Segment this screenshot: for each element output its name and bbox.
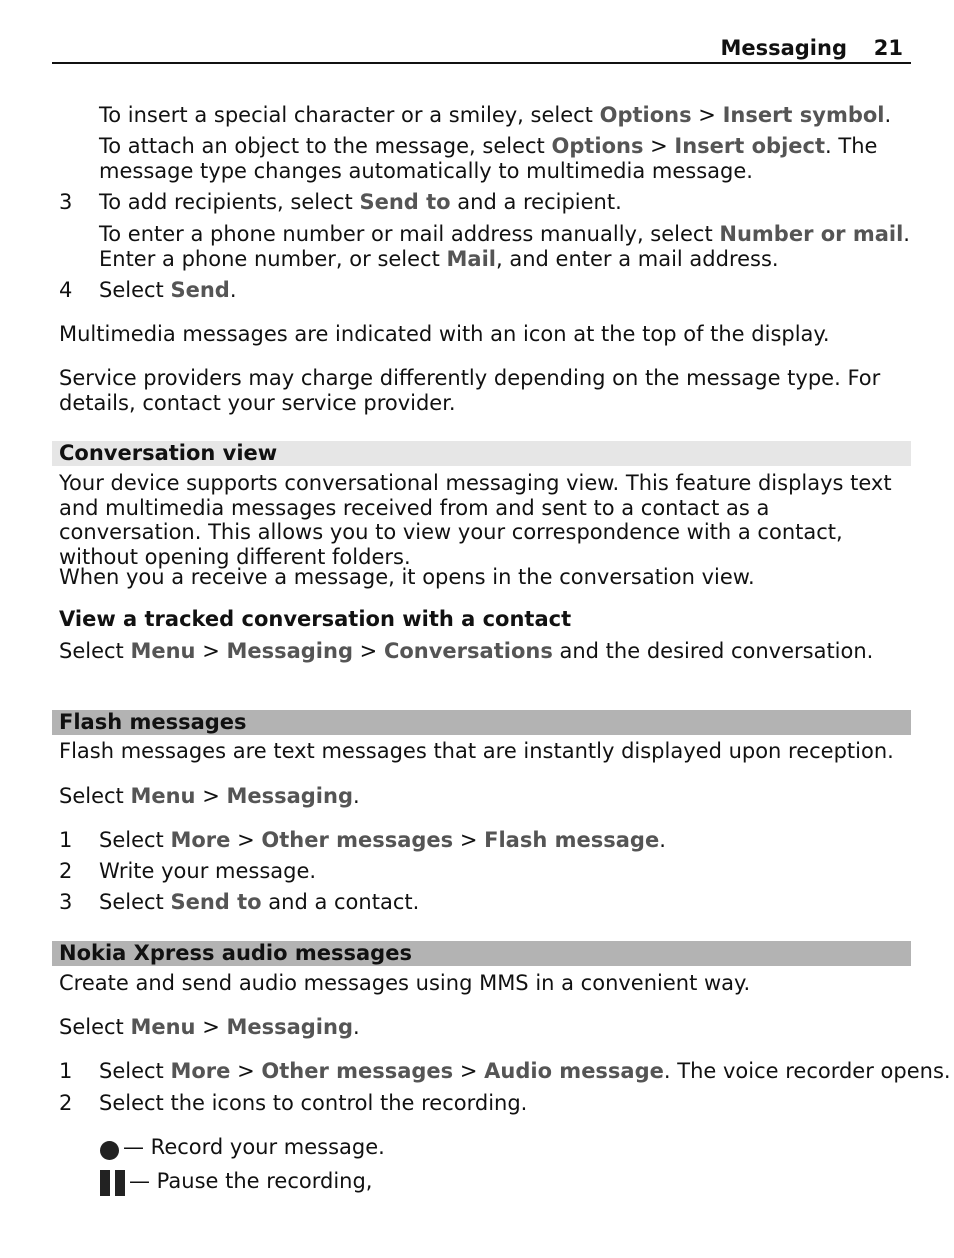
ui-term-options: Options [599,103,692,127]
menu-separator: > [643,134,675,158]
paragraph: Multimedia messages are indicated with an icon at the top of the display. [59,322,830,346]
step-number: 2 [59,859,73,883]
ui-term-insert-object: Insert object [674,134,826,158]
text: To add recipients, select [99,190,360,214]
menu-separator: > [230,828,262,852]
ui-term-flash-message: Flash message [484,828,660,852]
text: Select [99,1059,171,1083]
insert-object-paragraph [99,134,911,183]
menu-separator: > [195,784,227,808]
ui-term-mail: Mail [446,246,496,271]
record-description: — Record your message. [123,1135,385,1159]
select-conversations-line [59,639,873,664]
ui-term-insert-symbol: Insert symbol [722,103,885,127]
list-item [99,828,666,853]
ui-term-messaging: Messaging [226,784,353,808]
paragraph: Service providers may charge differently depending on the message type. For details, contact your service provider. [59,366,881,415]
ui-term-conversations: Conversations [383,639,553,663]
page-number: 21 [873,36,903,60]
paragraph: Create and send audio messages using MMS in a convenient way. [59,971,751,995]
ui-term-other-messages: Other messages [261,828,454,852]
insert-symbol-line [99,103,891,128]
step-number: 1 [59,1059,73,1083]
ui-term-send: Send [170,278,230,302]
list-item: Select the icons to control the recording. [99,1091,528,1115]
paragraph: When you a receive a message, it opens in the conversation view. [59,565,755,589]
ui-term-menu: Menu [130,1015,196,1039]
text: . Enter a phone number, or select [99,222,910,271]
select-messaging-line [59,784,360,809]
section-heading-conversation-view: Conversation view [52,441,911,466]
text: . [353,784,360,808]
ui-term-menu: Menu [130,639,196,663]
ui-term-messaging: Messaging [226,1015,353,1039]
menu-separator: > [353,639,384,663]
text: and the desired conversation. [552,639,874,663]
text: Select [59,639,131,663]
list-item [99,890,419,915]
pause-description: — Pause the recording, [129,1169,373,1193]
text: Select [59,1015,131,1039]
menu-separator: > [453,828,485,852]
ui-term-options: Options [551,134,644,158]
menu-separator: > [453,1059,485,1083]
list-item [99,1059,951,1084]
pause-icon [100,1170,125,1196]
text: . [353,1015,360,1039]
text: . [659,828,666,852]
text: , and enter a mail address. [495,246,779,271]
paragraph: Your device supports conversational messaging view. This feature displays text and multimedia messages received from and sent to a contact as a conversation. This allows you to view your correspondence with a contact, without opening different folders. [59,471,892,569]
ui-term-other-messages: Other messages [261,1059,454,1083]
text: Select [99,278,171,302]
ui-term-send-to: Send to [170,890,262,914]
text: . The voice recorder opens. [663,1059,951,1083]
record-icon [100,1141,119,1160]
header-title: Messaging [720,36,847,60]
text: . [884,103,892,127]
ui-term-menu: Menu [130,784,196,808]
text: To enter a phone number or mail address manually, select [99,222,720,246]
manual-entry-note [99,222,911,271]
text: and a contact. [261,890,420,914]
paragraph: Flash messages are text messages that are instantly displayed upon reception. [59,739,894,763]
page-header [52,34,911,64]
ui-term-audio-message: Audio message [484,1059,664,1083]
text: Select [99,890,171,914]
section-heading-flash-messages: Flash messages [52,710,911,735]
text: and a recipient. [450,190,622,214]
ui-term-send-to: Send to [359,190,451,214]
step-number: 2 [59,1091,73,1115]
text: . [229,278,237,302]
menu-separator: > [195,639,227,663]
step-add-recipients [99,190,622,215]
step-number: 3 [59,890,73,914]
ui-term-more: More [170,828,231,852]
text: Select [99,828,171,852]
ui-term-messaging: Messaging [226,639,353,663]
subheading: View a tracked conversation with a contact [59,607,572,631]
text: . The message type changes automatically to multimedia message. [99,134,878,183]
select-messaging-line [59,1015,360,1040]
list-item: Write your message. [99,859,317,883]
ui-term-more: More [170,1059,231,1083]
text: To insert a special character or a smiley, select [99,103,600,127]
text: To attach an object to the message, select [99,134,552,158]
ui-term-number-or-mail: Number or mail [719,222,904,246]
step-number: 4 [59,278,73,302]
menu-separator: > [195,1015,227,1039]
section-heading-xpress-audio: Nokia Xpress audio messages [52,941,911,966]
step-number: 3 [59,190,73,214]
text: Select [59,784,131,808]
step-select-send [99,278,237,303]
step-number: 1 [59,828,73,852]
menu-separator: > [691,103,723,127]
menu-separator: > [230,1059,262,1083]
